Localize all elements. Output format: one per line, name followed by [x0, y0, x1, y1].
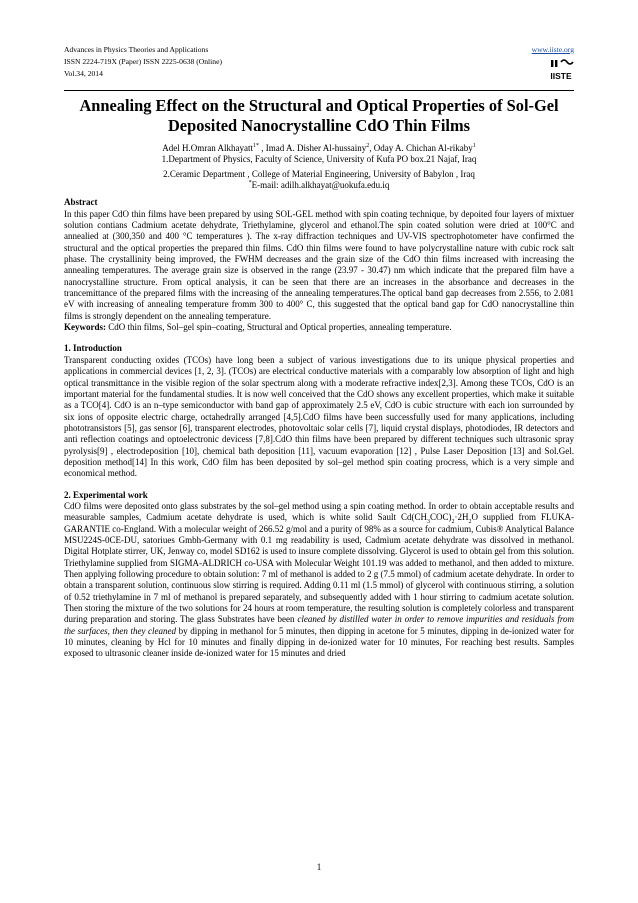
exp-text-part-5: by dipping in methanol for 5 minutes, then dipping in acetone for 5 minutes, dipping in de-ionized water for 10 minutes, cleaning by Hcl for 10 minutes and finally dipping in de-ionized water for 10 minutes, For reaching best results. Samples exposed to ultrasonic cleaner inside de-ionized water for 15 minutes and dried	[64, 625, 574, 659]
author-list	[64, 143, 574, 154]
author-2-mark: 2	[366, 143, 370, 149]
affiliation-1: 1.Department of Physics, Faculty of Science, University of Kufa PO box.21 Najaf, Iraq	[161, 154, 477, 165]
author-1: Adel H.Omran Alkhayatt	[162, 143, 253, 153]
journal-header	[64, 44, 574, 90]
author-2: , Imad A. Disher Al-hussainy	[259, 143, 367, 153]
journal-issn: ISSN 2224-719X (Paper) ISSN 2225-0638 (Online)	[64, 57, 222, 67]
exp-sub-1: 3	[426, 519, 430, 526]
header-divider	[64, 90, 574, 91]
abstract-heading: Abstract	[64, 197, 98, 208]
exp-text-part-3: ·2H	[454, 512, 469, 523]
exp-sub-3: 2	[468, 519, 472, 526]
experimental-heading: 2. Experimental work	[64, 489, 148, 500]
exp-text-part-4: O supplied from FLUKA-GARANTIE co-England. With a molecular weight of 266.52 g/mol and a purity of 98% as a source for cadmium, Cubis® Analytical Balance MSU224S-0CE-DU, satoriues Gmbh-Germany with 0.1 mg readability is used, Cadmium acetate dehydrate was dissolved in methanol. Digital Hotplate stirrer, UK, Jenway co, model SD162 is used to insure complete dissolving. Glycerol is used to obtain gel from this solution. Triethylamine supplied from SIGMA-ALDRICH co-USA with Molecular Weight 101.19 was added to methanol, and then added to mixture. Then applying following procedure to obtain solution: 7 ml of methanol is added to 2 g (7.5 mmol) of cadmium acetate dehydrate. In order to obtain a transparent solution, continuous slow stirring is required. Adding 0.11 ml (1.5 mmol) of glycerol with continuous stirring, a solution of 0.52 triethylamine in 7 ml of methanol is prepared separately, and subsequently added with 1 hour stirring to cadmium acetate solution. Then storing the mixture of the two solutions for 24 hours at room temperature, the resulting solution is completely colorless and transparent during preparation and storing. The glass Substrates have been	[64, 512, 574, 625]
author-1-mark: 1*	[253, 143, 259, 149]
introduction-heading: 1. Introduction	[64, 343, 122, 354]
affiliation-2: 2.Ceramic Department , College of Material Engineering, University of Babylon , Iraq	[163, 168, 475, 179]
journal-volume: Vol.34, 2014	[64, 69, 103, 79]
page-number: 1	[316, 862, 322, 872]
introduction-text: Transparent conducting oxides (TCOs) have long been a subject of various investigations due to its unique physical properties and applications in commercial devices [1, 2, 3]. (TCOs) are electrical conductive materials with a comparably low absorption of light and high optical transmittance in the visible region of the solar spectrum along with a moderate refractive index[2,3]. Among these TCOs, CdO is an important material for the fundamental studies. It is now well conceived that the CdO shows any excellent properties, which make it suitable as a TCO[4]. CdO is an n–type semiconductor with band gap of approximately 2.5 eV, CdO is cubic structure with each ion surrounded by six ions of opposite electric charge, octahedrally arranged [4,5].CdO films have been successfully used for many applications, including phototransistors [5], gas sensor [6], transparent electrodes, photovoltaic solar cells [7], liquid crystal displays, photodiodes, IR detectors and anti reflection coatings and optoelectronic devicess [7,8].CdO thin films have been prepared by different techniques such ultrasonic spray pyrolysis[9] , electrodeposition [10], chemical bath deposition [11], vacuum evaporation [12] , Pulse Laser Deposition [13] and Sol.Gel. deposition method[14] In this work, CdO film has been deposited by sol–gel method spin coating procress, which is a very simple and economical method.	[64, 354, 574, 479]
keywords	[64, 322, 574, 333]
keywords-list: CdO thin films, Sol–gel spin–coating, Structural and Optical properties, annealing temperature.	[106, 322, 452, 333]
iiste-logo-icon	[548, 58, 574, 82]
journal-url-link[interactable]: www.iiste.org	[531, 45, 574, 54]
exp-text-part-1: CdO films were deposited onto glass substrates by the sol–gel method using a spin coating method. In order to obtain acceptable results and measurable samples, Cadmium acetate dehydrate is used, which is white solid Sault Cd(CH	[64, 501, 574, 523]
logo-text: IISTE	[550, 71, 572, 81]
corresponding-email	[64, 180, 574, 191]
experimental-text	[64, 501, 574, 660]
email-text: E-mail: adilh.alkhayat@uokufa.edu.iq	[251, 180, 390, 191]
author-3-mark: 1	[472, 143, 476, 149]
exp-italic-text: cleaned by distilled water in order to remove impurities and residuals from the surfaces, then they cleaned	[64, 614, 574, 636]
exp-text-part-2: COC)	[429, 512, 452, 523]
email-mark: *	[248, 180, 252, 187]
abstract-text: In this paper CdO thin films have been prepared by using SOL-GEL method with spin coating technique, by depoited four layers of mixtuer solution contians Cadmium acetate dehydrate, Triethylamine, glycerol and ethanol.The spin coated solution were dried at 100°C and annealied at (300,350 and 400 °C temperatures ). The x-ray diffraction techniques and UV-VIS spectrophotometer have confirmed the structural and the optical properties the prepared thin films. CdO thin films were found to have polycrystalline nature with cubic rock salt phase. The crystallinity being improved, the FWHM decreases and the grain size of the CdO thin films increased with increasing the annealing temperatures. The average grain size is observed in the range (23.97 - 30.47) nm which indicate that the prepared film have a nanocrystalline structure. From optical analysis, it can be seen that there are an increases in the absorbance and decreases in the trancemittance of the prepared films with the increasing of the annealing temperatures.The optical band gap decreases from 2.556, to 2.081 eV with increasing of annealing temperature fromm 300 to 400° C, this suggested that the optical band gap for CdO nanocrystalline thin films is strongly dependent on the annealing temperature.	[64, 208, 574, 321]
exp-sub-2: 2	[451, 519, 455, 526]
journal-name: Advances in Physics Theories and Applications	[64, 45, 209, 54]
keywords-label: Keywords:	[64, 322, 106, 333]
journal-info	[64, 44, 222, 81]
paper-content	[64, 96, 574, 660]
author-3: , Oday A. Chichan Al-rikaby	[369, 143, 473, 153]
paper-title: Annealing Effect on the Structural and Optical Properties of Sol-Gel Deposited Nanocrystalline CdO Thin Films	[79, 96, 559, 135]
